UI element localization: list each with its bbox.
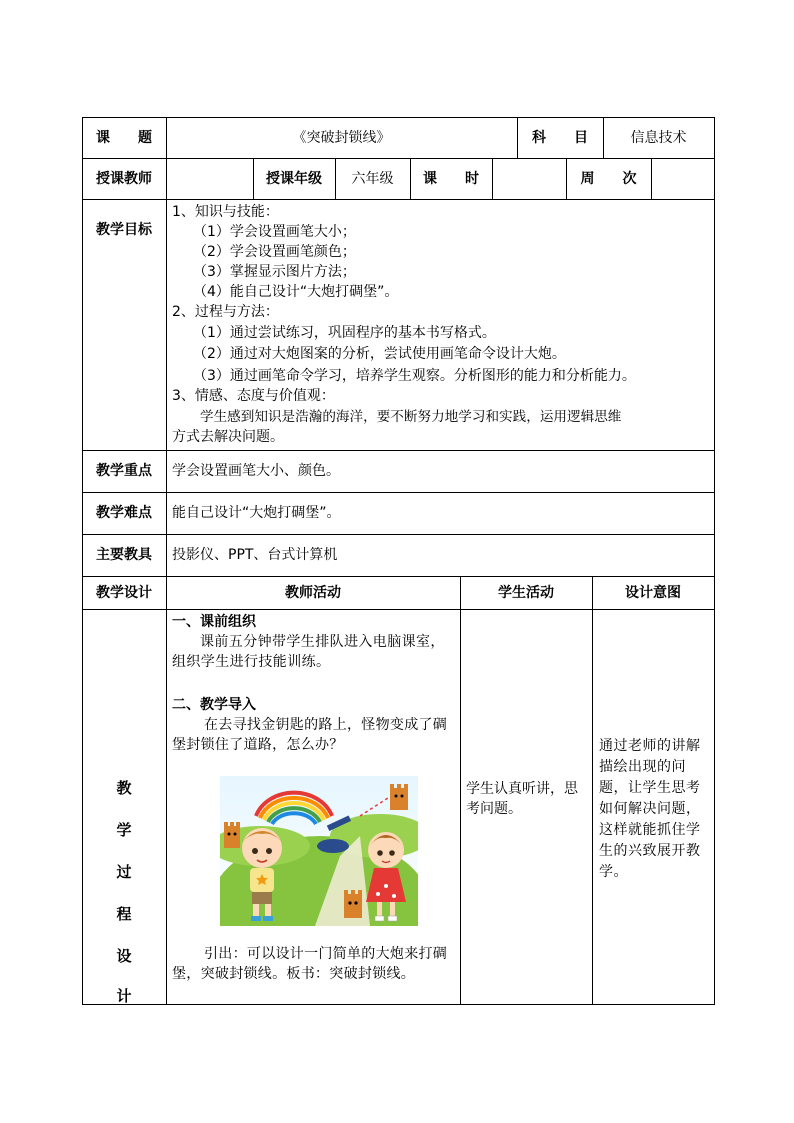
topic-label: 课 题: [96, 130, 152, 146]
section2-text: 在去寻找金钥匙的路上，怪物变成了碉堡封锁住了道路，怎么办？: [172, 717, 448, 753]
objective-line: 方式去解决问题。: [172, 429, 284, 445]
process-char: 计: [116, 987, 132, 1005]
design-header-col1: 教学设计: [96, 585, 152, 601]
grade-value: 六年级: [351, 171, 394, 187]
key-points-label: 教学重点: [96, 463, 152, 479]
design-header-col2: 教师活动: [285, 585, 341, 601]
hours-label: 课 时: [423, 171, 479, 187]
objectives-label: 教学目标: [96, 222, 152, 238]
process-char: 学: [116, 821, 132, 839]
objective-line: 学生感到知识是浩瀚的海洋，要不断努力地学习和实践，运用逻辑思维: [200, 409, 622, 425]
objective-line: （3）通过画笔命令学习，培养学生观察。分析图形的能力和分析能力。: [193, 368, 636, 384]
castle-icon: [390, 784, 408, 810]
objective-line: （1）学会设置画笔大小；: [193, 224, 356, 240]
design-intent: 通过老师的讲解描绘出现的问题，让学生思考如何解决问题，这样就能抓住学生的兴致展开教学。: [599, 738, 701, 880]
process-char: 设: [116, 947, 132, 965]
section1-text: 课前五分钟带学生排队进入电脑课室，组织学生进行技能训练。: [172, 634, 445, 670]
objective-line: （2）学会设置画笔颜色；: [193, 244, 356, 260]
objective-line: 1、知识与技能：: [172, 204, 279, 220]
week-label: 周 次: [580, 171, 637, 187]
cartoon-illustration: [220, 776, 418, 926]
castle-icon: [344, 890, 362, 918]
process-char: 过: [116, 863, 132, 881]
process-char: 程: [116, 905, 132, 923]
student-activity: 学生认真听讲，思考问题。: [466, 781, 578, 817]
tools-value: 投影仪、PPT、台式计算机: [172, 547, 338, 563]
teacher-label: 授课教师: [96, 171, 152, 187]
objective-line: 2、过程与方法：: [172, 304, 279, 320]
subject-label: 科 目: [532, 130, 588, 146]
tools-label: 主要教具: [96, 547, 152, 563]
section1-title: 一、课前组织: [172, 614, 256, 630]
key-points-value: 学会设置画笔大小、颜色。: [172, 463, 340, 479]
subject-value: 信息技术: [630, 130, 687, 146]
design-header-col4: 设计意图: [625, 585, 681, 601]
design-header-col3: 学生活动: [498, 585, 554, 601]
castle-icon: [224, 822, 240, 848]
difficulties-label: 教学难点: [96, 505, 152, 521]
difficulties-value: 能自己设计“大炮打碉堡”。: [172, 505, 341, 521]
objective-line: （3）掌握显示图片方法；: [193, 264, 356, 280]
lead-text: 引出：可以设计一门简单的大炮来打碉堡，突破封锁线。板书：突破封锁线。: [172, 946, 448, 982]
objective-line: （4）能自己设计“大炮打碉堡”。: [193, 284, 399, 300]
objective-line: （2）通过对大炮图案的分析，尝试使用画笔命令设计大炮。: [193, 346, 566, 362]
grade-label: 授课年级: [266, 171, 322, 187]
objective-line: 3、情感、态度与价值观：: [172, 388, 335, 404]
process-char: 教: [116, 779, 132, 797]
objective-line: （1）通过尝试练习，巩固程序的基本书写格式。: [193, 325, 496, 341]
section2-title: 二、教学导入: [172, 697, 256, 713]
topic-value: 《突破封锁线》: [292, 130, 391, 146]
